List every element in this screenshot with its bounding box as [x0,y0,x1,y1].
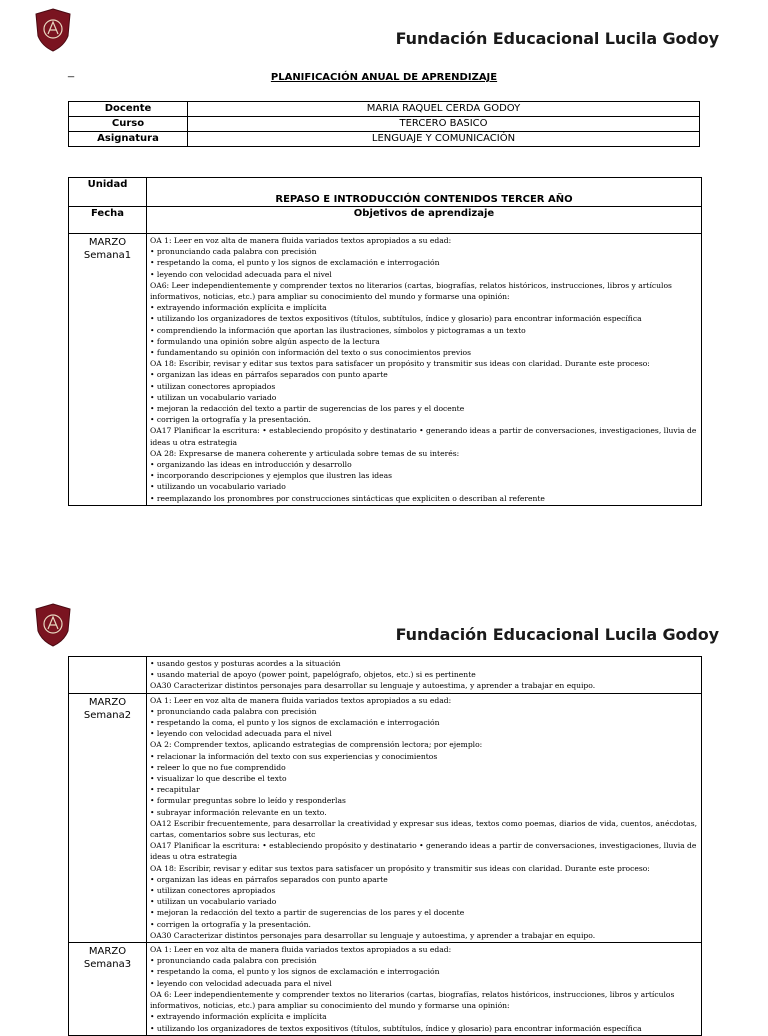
info-value: TERCERO BASICO [188,117,700,132]
objetivos-label: Objetivos de aprendizaje [147,207,702,234]
objective-line: • mejoran la redacción del texto a partir de sugerencias de los pares y el docente [150,908,465,918]
objective-line: • utilizando los organizadores de textos expositivos (títulos, subtítulos, índice y glosario) para encontrar información específica [150,314,642,324]
week2-objectives [147,693,702,942]
info-row-curso [69,117,700,132]
objective-line: • respetando la coma, el punto y los signos de exclamación e interrogación [150,718,440,728]
objective-line: • incorporando descripciones y ejemplos que ilustren las ideas [150,471,393,481]
info-label: Curso [69,117,188,132]
objective-line: OA 18: Escribir, revisar y editar sus textos para satisfacer un propósito y transmitir sus ideas con claridad. Durante este proceso: [150,359,650,369]
objective-line: • utilizando los organizadores de textos expositivos (títulos, subtítulos, índice y glosario) para encontrar información específica [150,1023,642,1033]
objective-line: OA 6: Leer independientemente y comprender textos no literarios (cartas, biografías, relatos históricos, instrucciones, libros y artículos [150,989,675,999]
plan-table-page2 [68,656,702,1036]
unidad-value: REPASO E INTRODUCCIÓN CONTENIDOS TERCER AÑO [147,178,702,207]
week-month: MARZO [88,946,127,958]
objective-line: OA12 Escribir frecuentemente, para desarrollar la creatividad y expresar sus ideas, textos como poemas, diarios de vida, cuentos, anécdotas, [150,818,698,828]
objective-line: • mejoran la redacción del texto a partir de sugerencias de los pares y el docente [150,404,465,414]
objective-line: OA 18: Escribir, revisar y editar sus textos para satisfacer un propósito y transmitir sus ideas con claridad. Durante este proceso: [150,863,650,873]
continuation-objectives [147,657,702,694]
objective-line: • leyendo con velocidad adecuada para el nivel [150,269,332,279]
objective-line: • leyendo con velocidad adecuada para el nivel [150,978,332,988]
page1-header [0,0,768,60]
objective-line: OA 1: Leer en voz alta de manera fluida variados textos apropiados a su edad: [150,945,452,955]
week-month: MARZO [88,237,127,248]
week-month: MARZO [88,696,127,708]
objective-line: informativos, noticias, etc.) para ampliar su conocimiento del mundo y formarse una opinión: [150,292,510,302]
week2-row [69,693,702,942]
plan-table-page1 [68,177,702,506]
objective-line: OA 2: Comprender textos, aplicando estrategias de comprensión lectora; por ejemplo: [150,740,483,750]
objective-line: • organizan las ideas en párrafos separados con punto aparte [150,370,388,380]
objective-line: • organizan las ideas en párrafos separados con punto aparte [150,874,388,884]
week-label: Semana1 [83,250,132,261]
objective-line: • extrayendo información explícita e implícita [150,1012,327,1022]
objective-line: • respetando la coma, el punto y los signos de exclamación e interrogación [150,967,440,977]
week-label: Semana2 [83,709,132,721]
objective-line: • reemplazando los pronombres por construcciones sintácticas que expliciten o describan al referente [150,493,545,503]
week1-row [69,234,702,506]
week1-objectives [147,234,702,506]
objective-line: OA 1: Leer en voz alta de manera fluida variados textos apropiados a su edad: [150,236,452,245]
objective-line: • respetando la coma, el punto y los signos de exclamación e interrogación [150,258,440,268]
objective-line: • formulando una opinión sobre algún aspecto de la lectura [150,336,380,346]
fecha-label: Fecha [69,207,147,234]
objective-line: • utilizan conectores apropiados [150,886,276,896]
objective-line: • comprendiendo la información que aportan las ilustraciones, símbolos y pictogramas a un texto [150,325,526,335]
info-table [68,101,700,147]
objective-line: • utilizando un vocabulario variado [150,482,286,492]
objective-line: • corrigen la ortografía y la presentación. [150,415,311,425]
objective-line: • corrigen la ortografía y la presentación. [150,919,311,929]
unidad-row [69,178,702,207]
objective-line: OA17 Planificar la escritura: • estableciendo propósito y destinatario • generando ideas a partir de conversaciones, investigaciones, lluvia de [150,426,697,436]
objective-line: OA30 Caracterizar distintos personajes para desarrollar su lenguaje y autoestima, y aprender a trabajar en equipo. [150,681,596,691]
info-row-asignatura [69,132,700,147]
week3-row [69,943,702,1036]
week3-date [69,943,147,1036]
objective-line: • pronunciando cada palabra con precisión [150,706,317,716]
week2-date [69,693,147,942]
objective-line: • utilizan un vocabulario variado [150,897,277,907]
objective-line: • releer lo que no fue comprendido [150,762,286,772]
objective-line: ideas u otra estrategia [150,852,238,862]
week-label: Semana3 [83,959,132,971]
objective-line: • leyendo con velocidad adecuada para el nivel [150,729,332,739]
dash-mark: _ [68,66,75,78]
school-crest-icon [34,603,72,647]
info-value: MARIA RAQUEL CERDA GODOY [188,102,700,117]
objective-line: • formular preguntas sobre lo leído y responderlas [150,796,346,806]
week3-objectives [147,943,702,1036]
objective-line: ideas u otra estrategia [150,437,238,447]
unidad-label: Unidad [69,178,147,207]
objective-line: OA6: Leer independientemente y comprender textos no literarios (cartas, biografías, relatos históricos, instrucciones, libros y artículos [150,280,672,290]
week1-date [69,234,147,506]
objective-line: • fundamentando su opinión con información del texto o sus conocimientos previos [150,348,472,358]
objective-line: informativos, noticias, etc.) para ampliar su conocimiento del mundo y formarse una opinión: [150,1001,510,1011]
objective-line: • visualizar lo que describe el texto [150,774,287,784]
objective-line: • extrayendo información explícita e implícita [150,303,327,313]
objective-line: • organizando las ideas en introducción y desarrollo [150,460,352,470]
info-label: Docente [69,102,188,117]
fecha-row [69,207,702,234]
page-title: PLANIFICACIÓN ANUAL DE APRENDIZAJE [270,72,498,83]
objective-line: OA 1: Leer en voz alta de manera fluida variados textos apropiados a su edad: [150,695,452,705]
objective-line: • recapitular [150,785,200,795]
objective-line: • utilizan conectores apropiados [150,381,276,391]
school-crest-icon [34,8,72,52]
objective-line: • subrayar información relevante en un texto. [150,807,327,817]
continuation-row [69,657,702,694]
page2-header [0,598,768,658]
objective-line: • relacionar la información del texto con sus experiencias y conocimientos [150,751,438,761]
objective-line: • usando material de apoyo (power point, papelógrafo, objetos, etc.) si es pertinente [150,670,476,680]
objective-line: • pronunciando cada palabra con precisión [150,956,317,966]
continuation-date [69,657,147,694]
info-row-docente [69,102,700,117]
objective-line: cartas, comentarios sobre sus lecturas, etc [150,830,316,840]
objective-line: OA30 Caracterizar distintos personajes para desarrollar su lenguaje y autoestima, y aprender a trabajar en equipo. [150,930,596,940]
foundation-name: Fundación Educacional Lucila Godoy [395,29,719,48]
objective-line: • utilizan un vocabulario variado [150,392,277,402]
foundation-name: Fundación Educacional Lucila Godoy [395,625,719,644]
objective-line: • pronunciando cada palabra con precisión [150,247,317,257]
objective-line: • usando gestos y posturas acordes a la situación [150,659,341,668]
objective-line: OA17 Planificar la escritura: • estableciendo propósito y destinatario • generando ideas a partir de conversaciones, investigaciones, lluvia de [150,841,697,851]
page-gap [0,515,768,590]
info-label: Asignatura [69,132,188,147]
objective-line: OA 28: Expresarse de manera coherente y articulada sobre temas de su interés: [150,448,460,458]
info-value: LENGUAJE Y COMUNICACIÓN [188,132,700,147]
